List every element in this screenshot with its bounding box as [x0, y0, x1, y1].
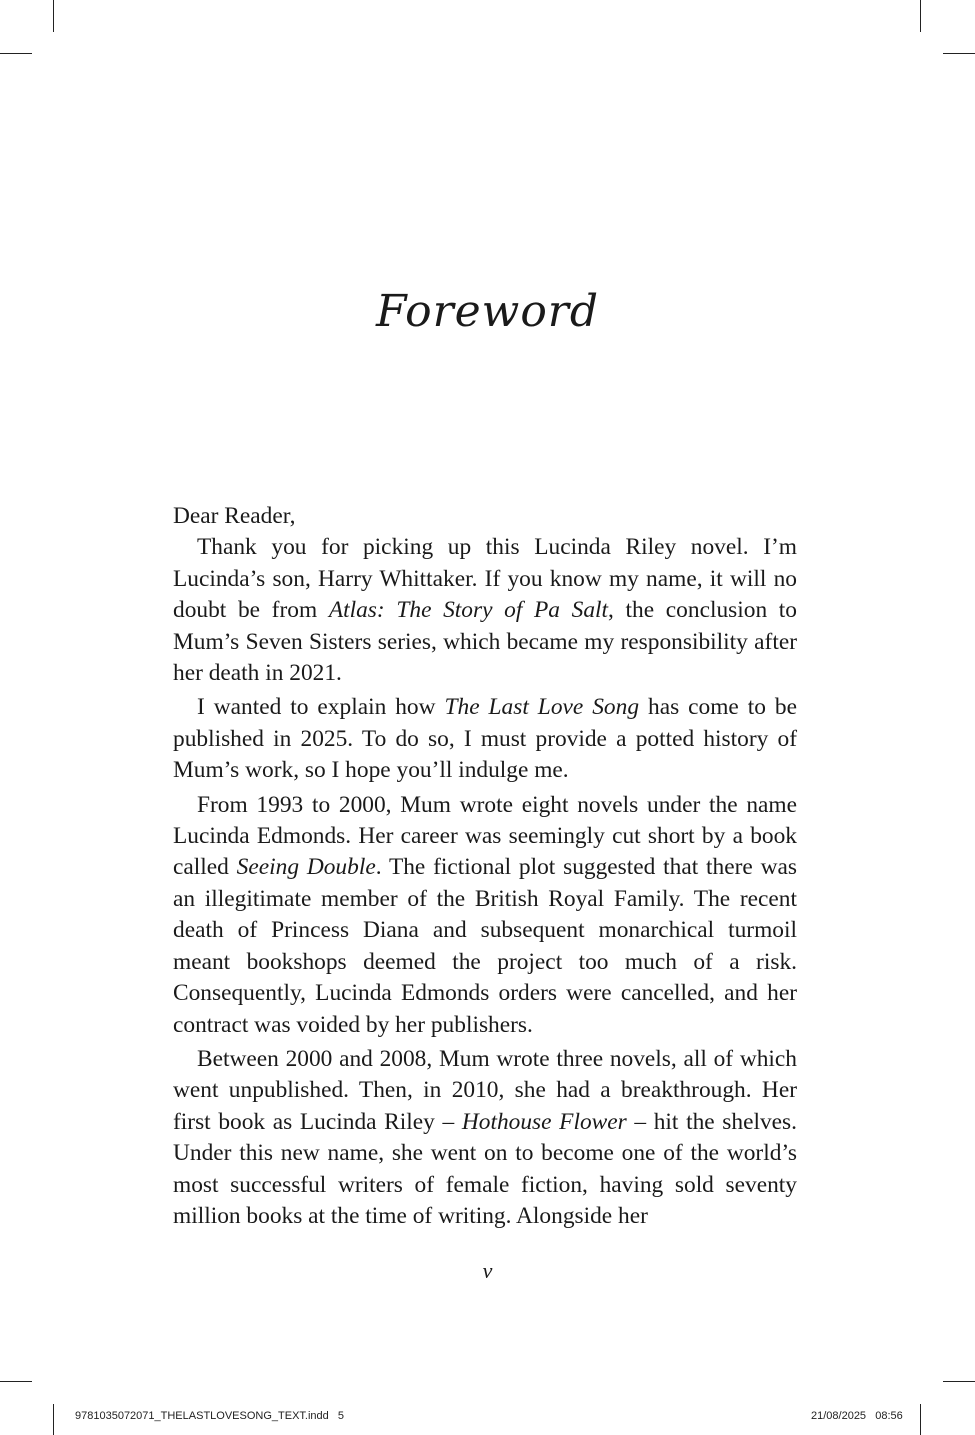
body-text	[173, 501, 797, 1232]
crop-mark	[943, 1381, 975, 1382]
text-run: . The fictional plot suggested that there was an illegitimate member of the British Royal Family. The recent death of Princess Diana and subsequent monarchical turmoil meant bookshops deemed the project too much of a risk. Consequently, Lucinda Edmonds orders were cancelled, and her contract was voided by her publishers.	[173, 854, 798, 1038]
crop-mark	[53, 1404, 54, 1435]
page-number: v	[482, 1258, 493, 1283]
crop-mark	[0, 1381, 32, 1382]
text-run: – hit the shelves. Under this new name, she went on to become one of the world’s most successful writers of female fiction, having sold seventy million books at the time of writing. Alongside her	[173, 1108, 797, 1229]
italic-title-run: The Last Love Song	[444, 694, 640, 721]
chapter-title: Foreword	[375, 286, 600, 337]
crop-mark	[943, 53, 975, 54]
text-run: From 1993 to 2000, Mum wrote eight novels under the name Lucinda Edmonds. Her career was seemingly cut short by a book called	[173, 791, 797, 881]
text-run: Between 2000 and 2008, Mum wrote three novels, all of which went unpublished. Then, in 2010, she had a breakthrough. Her first book as Lucinda Riley –	[173, 1045, 797, 1135]
paragraph	[173, 532, 797, 689]
paragraph	[173, 790, 797, 1041]
text-run: has come to be published in 2025. To do so, I must provide a potted history of Mum’s work, so I hope you’ll indulge me.	[173, 694, 797, 784]
crop-mark	[920, 0, 921, 32]
text-run: , the conclusion to Mum’s Seven Sisters series, which became my responsibility after her death in 2021.	[173, 597, 797, 687]
crop-mark	[53, 0, 54, 32]
slug-timestamp: 21/08/2025 08:56	[811, 1410, 903, 1422]
text-run: I wanted to explain how	[197, 694, 445, 721]
italic-title-run: Atlas: The Story of Pa Salt	[328, 597, 609, 624]
italic-title-run: Hothouse Flower	[461, 1108, 627, 1135]
crop-mark	[920, 1404, 921, 1435]
paragraph	[173, 692, 797, 786]
salutation: Dear Reader,	[173, 503, 296, 529]
slug-filename: 9781035072071_THELASTLOVESONG_TEXT.indd 5	[75, 1410, 345, 1422]
paragraph	[173, 1044, 797, 1232]
italic-title-run: Seeing Double	[236, 854, 376, 881]
crop-mark	[0, 53, 32, 54]
text-run: Thank you for picking up this Lucinda Riley novel. I’m Lucinda’s son, Harry Whittaker. If you know my name, it will no doubt be from	[173, 534, 797, 624]
